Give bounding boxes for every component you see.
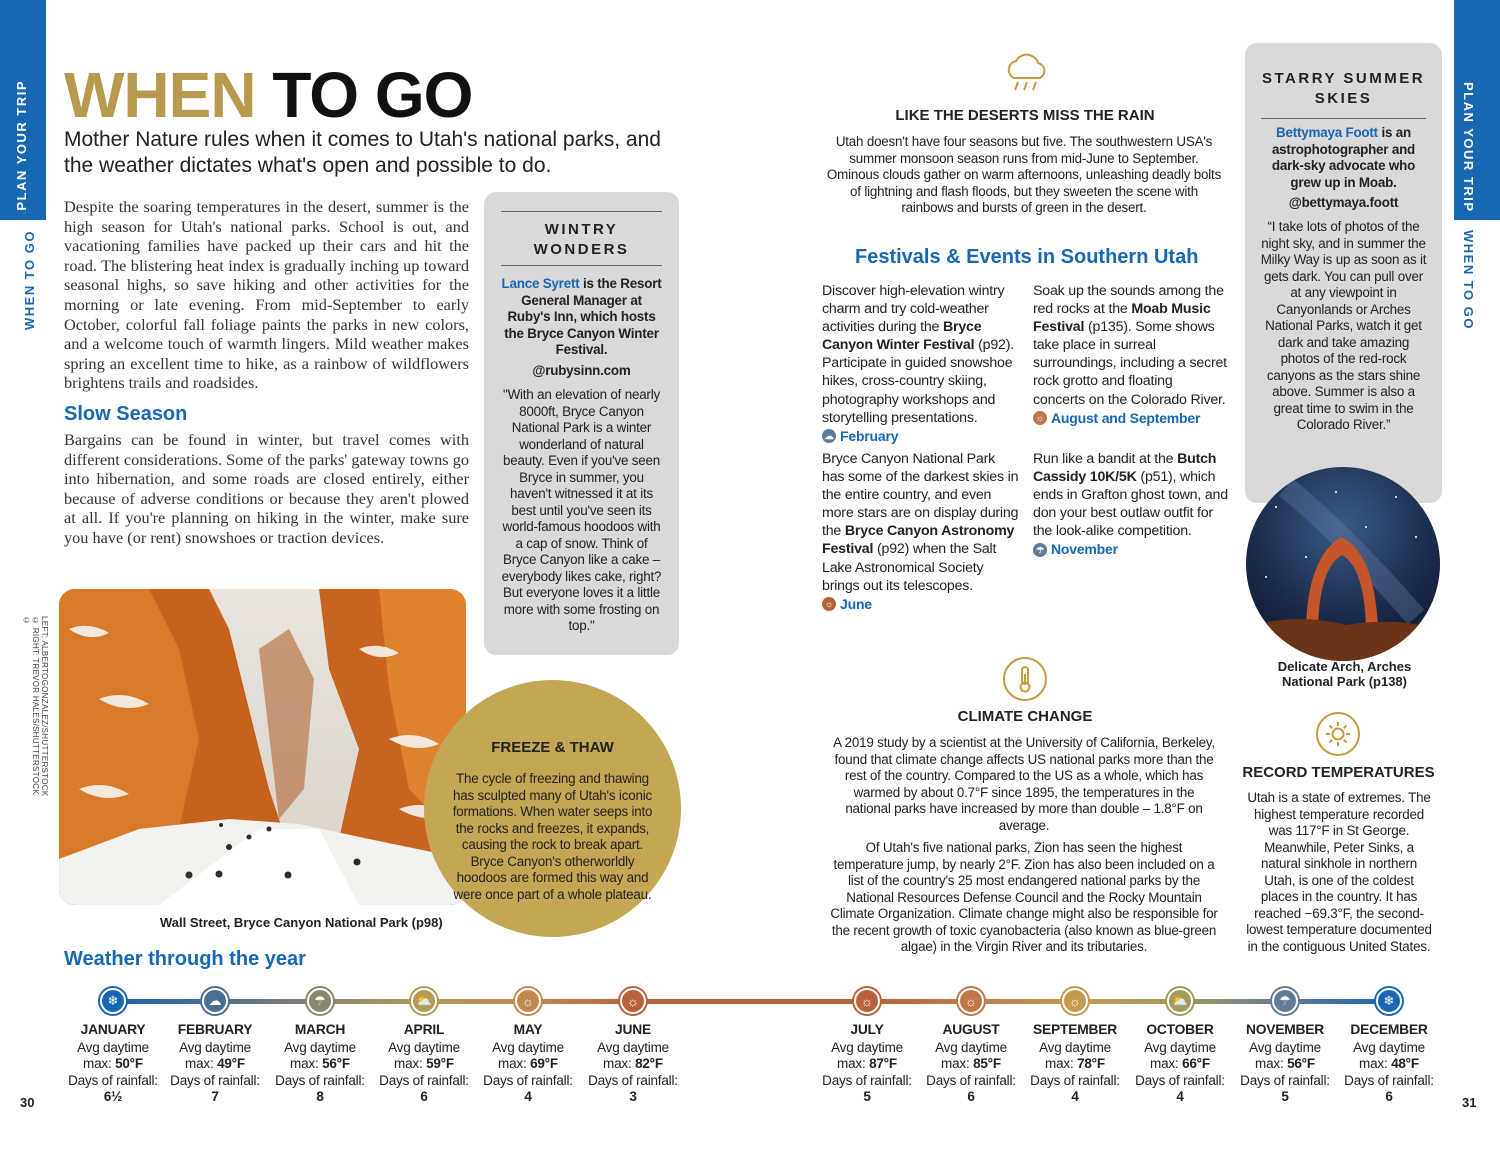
thermometer-icon (1003, 657, 1047, 701)
rain-label: Days of rainfall: (483, 1072, 573, 1088)
right-tab-label: PLAN YOUR TRIP (1461, 82, 1476, 213)
starry-title: STARRY SUMMER SKIES (1261, 70, 1426, 107)
wall-street-photo (59, 589, 466, 905)
month-column (60, 1022, 166, 1106)
avg-label: Avg daytime (1353, 1039, 1425, 1055)
delicate-arch-photo (1246, 467, 1440, 661)
month-name: JUNE (614, 1022, 651, 1037)
freeze-thaw-title: FREEZE & THAW (491, 739, 614, 756)
rain-label: Days of rainfall: (1344, 1072, 1434, 1088)
timeline-line (113, 999, 1389, 1004)
avg-label: Avg daytime (284, 1039, 356, 1055)
starry-name: Bettymaya Foott (1276, 125, 1378, 140)
rain-label: Days of rainfall: (588, 1072, 678, 1088)
starry-skies-box (1245, 43, 1442, 503)
rain-days: 6 (1385, 1089, 1393, 1104)
month-tag-aug-sep (1033, 409, 1228, 427)
rain-label: Days of rainfall: (1030, 1072, 1120, 1088)
festival-astronomy-pre: Bryce Canyon National Park has some of the darkest skies in the entire country, and even more stars are on display during the (822, 451, 1019, 540)
photo-credit: LEFT: ALBERTOGONZALEZ/SHUTTERSTOCK © RIGHT: TREVOR HALES/SHUTTERSTOCK © (22, 616, 49, 797)
rain-text: Utah doesn't have four seasons but five. The southwestern USA's summer monsoon season runs from mid-June to September. Ominous clouds gather on warm afternoons, unleashing deadly bolts of lightning and flash floods, but they sweeten the scene with rainbows and bursts of green in the desert. (826, 134, 1222, 215)
month-name: AUGUST (942, 1022, 1000, 1037)
rain-month-icon: ☂ (1033, 543, 1047, 557)
rain-label: Days of rainfall: (379, 1072, 469, 1088)
avg-label: Avg daytime (388, 1039, 460, 1055)
rain-days: 5 (1281, 1089, 1289, 1104)
rain-label: Days of rainfall: (68, 1072, 158, 1088)
max-temp: max: 59°F (394, 1056, 454, 1071)
climate-p2: Of Utah's five national parks, Zion has seen the highest temperature jump, by nearly 2°F. Zion has also been included on a list of the country's 25 most endangered national parks by the National Resources Defense Council and the Rocky Mountain Climate Organization. Climate change might also be responsible for the recent growth of toxic cyanobacteria (also known as blue-green algae) in the Virgin River and its tributaries. (830, 840, 1218, 954)
month-column (1232, 1022, 1338, 1106)
may-weather-icon: ☼ (515, 988, 541, 1014)
record-title: RECORD TEMPERATURES (1242, 764, 1435, 781)
month-name: JULY (850, 1022, 884, 1037)
arch-caption: Delicate Arch, Arches National Park (p138) (1277, 659, 1412, 689)
month-november: November (1051, 541, 1118, 558)
wintry-bio (498, 276, 665, 359)
cloud-month-icon: ☁ (822, 429, 836, 443)
page-number-left: 30 (20, 1095, 35, 1110)
rain-days: 4 (1176, 1089, 1184, 1104)
max-temp: max: 56°F (290, 1056, 350, 1071)
december-weather-icon: ❄ (1376, 988, 1402, 1014)
intro-text: Mother Nature rules when it comes to Utah's national parks, and the weather dictates what's open and possible to do. (64, 128, 661, 177)
october-weather-icon: ⛅ (1167, 988, 1193, 1014)
month-name: JANUARY (80, 1022, 146, 1037)
starry-quote: “I take lots of photos of the night sky, and in summer the Milky Way is up as soon as it gets dark. You can pull over at any viewpoint in Canyonlands or Arches National Parks, watch it get dark and take amazing photos of the red-rock canyons as the stars shine above. Summer is also a great time to swim in the Colorado River.” (1260, 219, 1427, 432)
max-temp: max: 66°F (1150, 1056, 1210, 1071)
month-column (267, 1022, 373, 1106)
rain-days: 6 (967, 1089, 975, 1104)
month-name: SEPTEMBER (1032, 1022, 1118, 1037)
max-temp: max: 49°F (185, 1056, 245, 1071)
sun-icon (1316, 712, 1360, 756)
rain-days: 5 (863, 1089, 871, 1104)
month-column (1127, 1022, 1233, 1106)
rain-label: Days of rainfall: (1240, 1072, 1330, 1088)
left-tab-label: PLAN YOUR TRIP (14, 80, 29, 211)
rain-label: Days of rainfall: (275, 1072, 365, 1088)
rain-label: Days of rainfall: (170, 1072, 260, 1088)
month-tag-february (822, 427, 1020, 445)
wintry-handle: @rubysinn.com (532, 363, 631, 378)
max-temp: max: 85°F (941, 1056, 1001, 1071)
august-weather-icon: ☼ (958, 988, 984, 1014)
rain-days: 4 (524, 1089, 532, 1104)
max-temp: max: 82°F (603, 1056, 663, 1071)
avg-label: Avg daytime (77, 1039, 149, 1055)
january-weather-icon: ❄ (100, 988, 126, 1014)
month-june: June (840, 595, 872, 612)
avg-label: Avg daytime (492, 1039, 564, 1055)
november-weather-icon: ☂ (1272, 988, 1298, 1014)
rain-label: Days of rainfall: (926, 1072, 1016, 1088)
month-column (475, 1022, 581, 1106)
month-column (580, 1022, 686, 1106)
festival-winter-name: Bryce Canyon Winter Festival (822, 319, 982, 354)
rain-cloud-icon (1002, 46, 1052, 96)
festival-butch-post: (p51), which ends in Grafton ghost town, and don your best outlaw outfit for the look-alike competition. (1033, 469, 1228, 540)
left-tab-sublabel: WHEN TO GO (22, 230, 37, 330)
festival-astronomy (822, 450, 1020, 613)
month-name: DECEMBER (1350, 1022, 1428, 1037)
festival-butch-cassidy (1033, 450, 1228, 559)
rain-label: Days of rainfall: (1135, 1072, 1225, 1088)
festival-moab-post: (p135). Some shows take place in surreal surroundings, including a secret rock grotto and floating concerts on the Colorado River. (1033, 319, 1227, 408)
avg-label: Avg daytime (1144, 1039, 1216, 1055)
month-column (1336, 1022, 1442, 1106)
avg-label: Avg daytime (935, 1039, 1007, 1055)
month-column (162, 1022, 268, 1106)
festival-moab (1033, 282, 1228, 427)
freeze-thaw-text: The cycle of freezing and thawing has sculpted many of Utah's iconic formations. When water seeps into the rocks and freezes, it expands, causing the rock to break apart. Bryce Canyon's otherworldly hoodoos are formed this way and were once part of a whole plateau. (452, 771, 653, 902)
rain-days: 7 (211, 1089, 219, 1104)
month-name: APRIL (403, 1022, 445, 1037)
rain-days: 6 (420, 1089, 428, 1104)
avg-label: Avg daytime (179, 1039, 251, 1055)
max-temp: max: 48°F (1359, 1056, 1419, 1071)
starry-bio-text: is an astrophotographer and dark-sky advocate who grew up in Moab. (1271, 125, 1416, 190)
month-name: OCTOBER (1146, 1022, 1214, 1037)
rain-title: LIKE THE DESERTS MISS THE RAIN (895, 107, 1155, 124)
month-name: MARCH (294, 1022, 346, 1037)
wintry-wonders-box (484, 192, 679, 655)
wintry-quote: "With an elevation of nearly 8000ft, Bryce Canyon National Park is a winter wonderland of natural beauty. Even if you've seen Bryce in summer, you haven't witnessed it at its best until you've seen its world-famous hoodoos with a cap of snow. Think of Bryce Canyon like a cake – everybody likes cake, right? But everyone loves it a little more with some frosting on top." (501, 387, 662, 633)
wintry-name: Lance Syrett (501, 276, 580, 291)
festival-butch-pre: Run like a bandit at the (1033, 451, 1178, 467)
month-tag-november (1033, 540, 1228, 558)
july-weather-icon: ☼ (854, 988, 880, 1014)
rain-days: 4 (1071, 1089, 1079, 1104)
february-weather-icon: ☁ (202, 988, 228, 1014)
rain-days: 3 (629, 1089, 637, 1104)
sun-month-icon: ☼ (822, 597, 836, 611)
title-when: WHEN (64, 59, 256, 131)
avg-label: Avg daytime (831, 1039, 903, 1055)
wall-street-caption: Wall Street, Bryce Canyon National Park (p98) (160, 915, 443, 930)
month-february: February (840, 427, 899, 444)
rain-days: 6½ (103, 1089, 123, 1104)
max-temp: max: 87°F (837, 1056, 897, 1071)
wintry-title: WINTRY WONDERS (533, 221, 630, 258)
page-title (64, 59, 473, 131)
max-temp: max: 69°F (498, 1056, 558, 1071)
avg-label: Avg daytime (1039, 1039, 1111, 1055)
festival-butch-name: Butch Cassidy 10K/5K (1033, 451, 1217, 486)
avg-label: Avg daytime (597, 1039, 669, 1055)
april-weather-icon: ⛅ (411, 988, 437, 1014)
wintry-bio-text: is the Resort General Manager at Ruby's Inn, which hosts the Bryce Canyon Winter Festival. (504, 276, 662, 357)
month-name: MAY (513, 1022, 543, 1037)
festival-winter-pre: Discover high-elevation wintry charm and try cold-weather activities during the (822, 283, 1005, 336)
weather-heading: Weather through the year (64, 948, 306, 970)
month-column (918, 1022, 1024, 1106)
page-number-right: 31 (1462, 1095, 1477, 1110)
month-column (814, 1022, 920, 1106)
right-tab-sublabel: WHEN TO GO (1461, 230, 1476, 330)
festival-astronomy-name: Bryce Canyon Astronomy Festival (822, 523, 1015, 558)
rain-days: 8 (316, 1089, 324, 1104)
festival-winter-post: (p92). Participate in guided snowshoe hikes, cross-country skiing, photography workshops and storytelling presentations. (822, 337, 1014, 426)
climate-title: CLIMATE CHANGE (957, 708, 1093, 725)
festival-moab-name: Moab Music Festival (1033, 301, 1211, 336)
festival-astronomy-post: (p92) when the Salt Lake Astronomical Society brings out its telescopes. (822, 541, 997, 594)
march-weather-icon: ☂ (307, 988, 333, 1014)
sun-month-icon: ☼ (1033, 411, 1047, 425)
rain-label: Days of rainfall: (822, 1072, 912, 1088)
june-weather-icon: ☼ (620, 988, 646, 1014)
month-column (1022, 1022, 1128, 1106)
month-name: FEBRUARY (177, 1022, 253, 1037)
month-column (371, 1022, 477, 1106)
max-temp: max: 50°F (83, 1056, 143, 1071)
starry-handle: @bettymaya.foott (1288, 195, 1399, 210)
festival-moab-pre: Soak up the sounds among the red rocks at the (1033, 283, 1224, 318)
month-aug-sep: August and September (1051, 409, 1201, 426)
max-temp: max: 78°F (1045, 1056, 1105, 1071)
month-tag-june (822, 595, 1020, 613)
slow-season-heading: Slow Season (64, 403, 188, 425)
festivals-heading: Festivals & Events in Southern Utah (855, 246, 1199, 268)
title-to-go: TO GO (272, 59, 473, 131)
avg-label: Avg daytime (1249, 1039, 1321, 1055)
max-temp: max: 56°F (1255, 1056, 1315, 1071)
climate-p1: A 2019 study by a scientist at the University of California, Berkeley, found that climate change affects US national parks more than the rest of the country. Compared to the US as a whole, which has warmed by about 0.7°F since 1895, the temperatures in the national parks have increased by more than double – 1.8°F on average. (833, 735, 1215, 833)
festival-winter (822, 282, 1020, 445)
slow-season-text: Bargains can be found in winter, but travel comes with different considerations. Some of the parks' gateway towns go into hibernation, and some roads are closed entirely, either because of adverse conditions or because they aren't plowed at all. If you're planning on hiking in the winter, make sure you have (or rent) snowshoes or traction devices. (64, 430, 469, 547)
month-name: NOVEMBER (1245, 1022, 1325, 1037)
main-paragraph: Despite the soaring temperatures in the desert, summer is the high season for Utah's national parks. School is out, and vacationing families have packed up their cars and hit the road. The blistering heat index is gradually inching up toward seasonal highs, so save hiking and other activities for the morning or late evening. From mid-September to early October, colorful fall foliage paints the parks in new colors, and a welcome touch of warmth lingers. Mild weather makes spring an excellent time to hike, as a rainbow of wildflowers brightens trails and roadsides. (64, 197, 469, 393)
starry-bio (1259, 125, 1428, 191)
record-text: Utah is a state of extremes. The highest temperature recorded was 117°F in St George. Meanwhile, Peter Sinks, a natural sinkhole in northern Utah, is one of the coldest places in the country. It has reached −69.3°F, the second-lowest temperature documented in the contiguous United States. (1246, 790, 1432, 954)
september-weather-icon: ☼ (1062, 988, 1088, 1014)
